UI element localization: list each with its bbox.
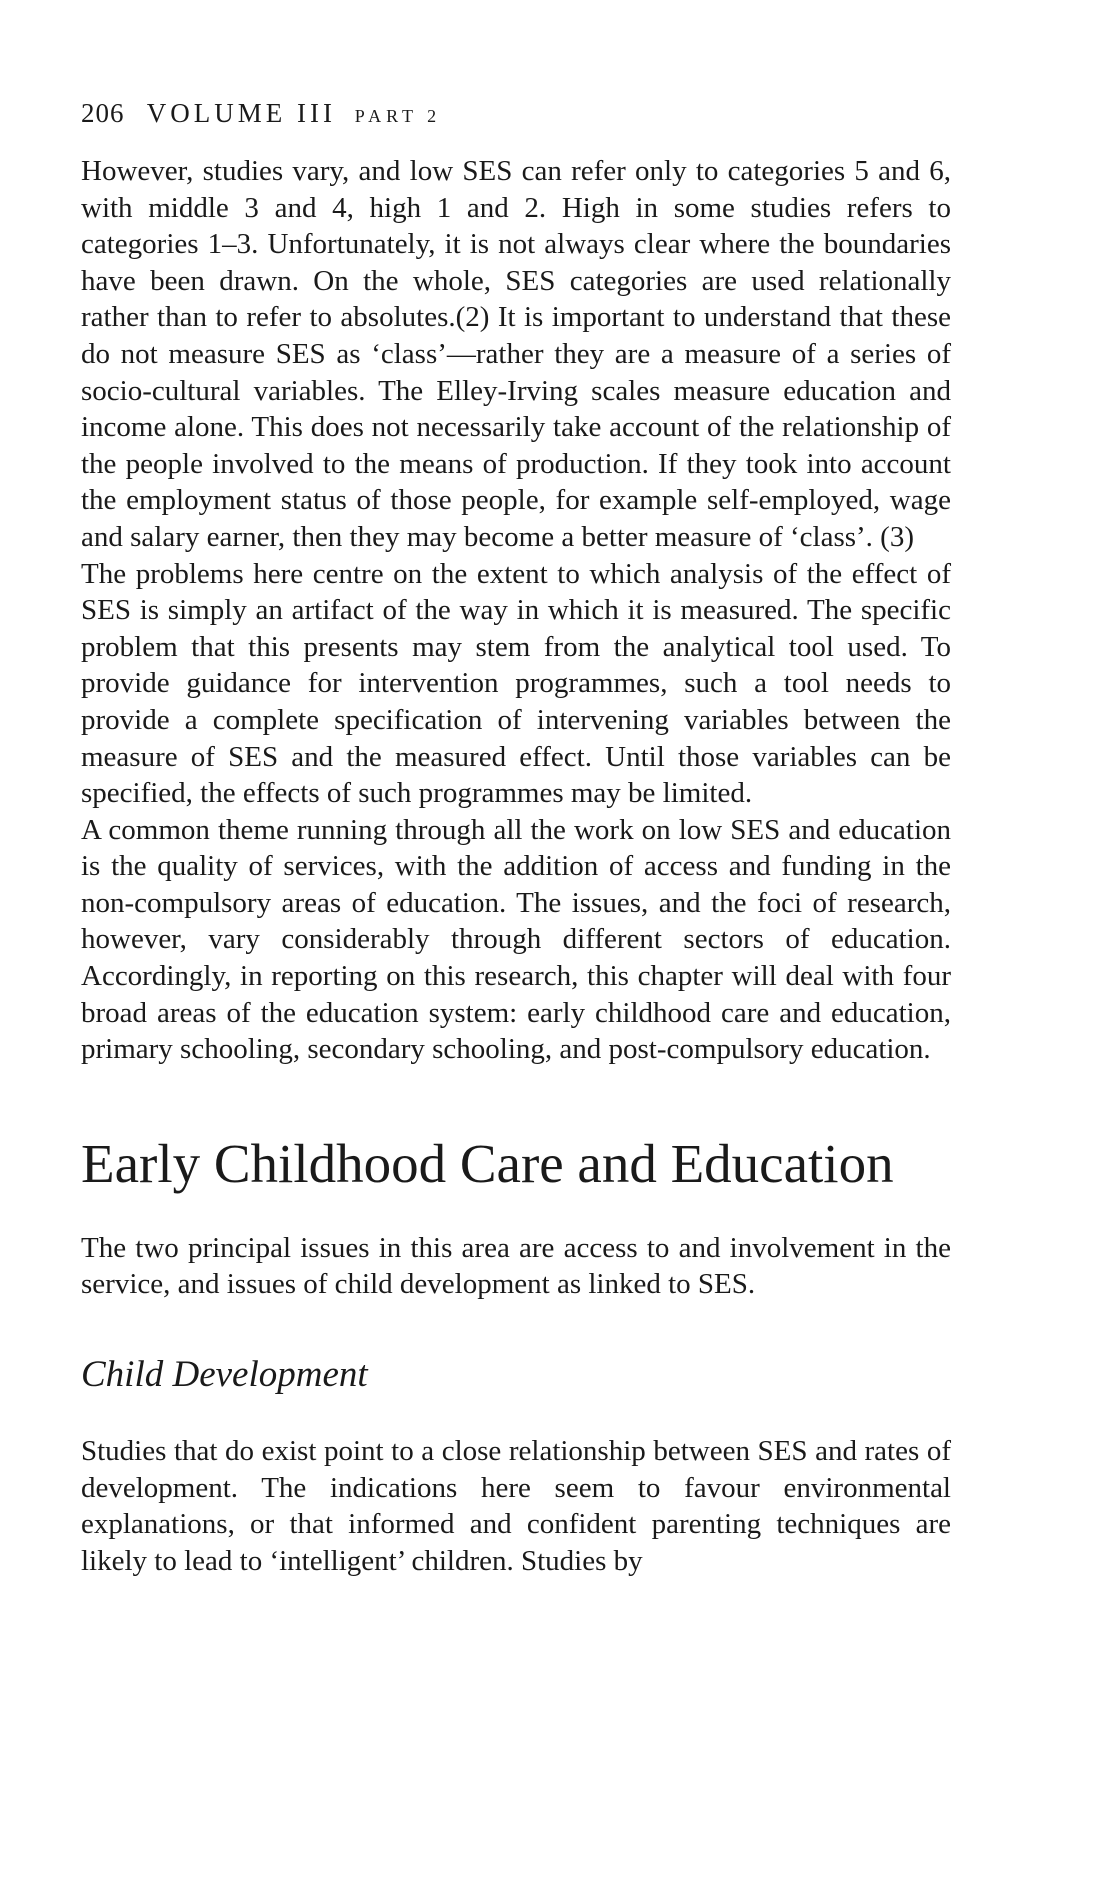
section-heading: Early Childhood Care and Education [81, 1132, 894, 1194]
paragraph-measurement-problems: The problems here centre on the extent to which analysis of the effect of SES is simply an artifact of the way in which it is measured. The specific problem that this presents may stem from the analytical tool used. To provide guidance for intervention programmes, such a tool needs to provide a complete specification of intervening variables between the measure of SES and the measured effect. Until those variables can be specified, the effects of such programmes may be limited. [81, 557, 951, 810]
book-page [81, 96, 951, 1579]
volume-label: VOLUME III [146, 98, 336, 128]
subsection-heading: Child Development [81, 1354, 368, 1396]
paragraph-ses-categories: However, studies vary, and low SES can refer only to categories 5 and 6, with middle 3 and 4, high 1 and 2. High in some studies refers to categories 1–3. Unfortunately, it is not always clear where the boundaries have been drawn. On the whole, SES categories are used relationally rather than to refer to absolutes.(2) It is important to understand that these do not measure SES as ‘class’—rather they are a measure of a series of socio-cultural variables. The Elley-Irving scales measure education and income alone. This does not necessarily take account of the relationship of the people involved to the means of production. If they took into account the employment status of those people, for example self-employed, wage and salary earner, then they may become a better measure of ‘class’. (3) [81, 155, 951, 553]
paragraph-child-development: Studies that do exist point to a close relationship between SES and rates of development. The indications here seem to favour environmental explanations, or that informed and confident parenting techniques are likely to lead to ‘intelligent’ children. Studies by [81, 1435, 951, 1577]
running-head [81, 96, 951, 133]
part-label: PART 2 [354, 106, 442, 126]
page-number: 206 [81, 98, 125, 128]
paragraph-common-theme: A common theme running through all the work on low SES and education is the quality of services, with the addition of access and funding in the non-compulsory areas of education. The issues, and the foci of research, however, vary considerably through different sectors of education. Accordingly, in reporting on this research, this chapter will deal with four broad areas of the education system: early childhood care and education, primary schooling, secondary schooling, and post-compulsory education. [81, 813, 951, 1066]
paragraph-section-intro: The two principal issues in this area are access to and involvement in the service, and issues of child development as linked to SES. [81, 1231, 951, 1301]
